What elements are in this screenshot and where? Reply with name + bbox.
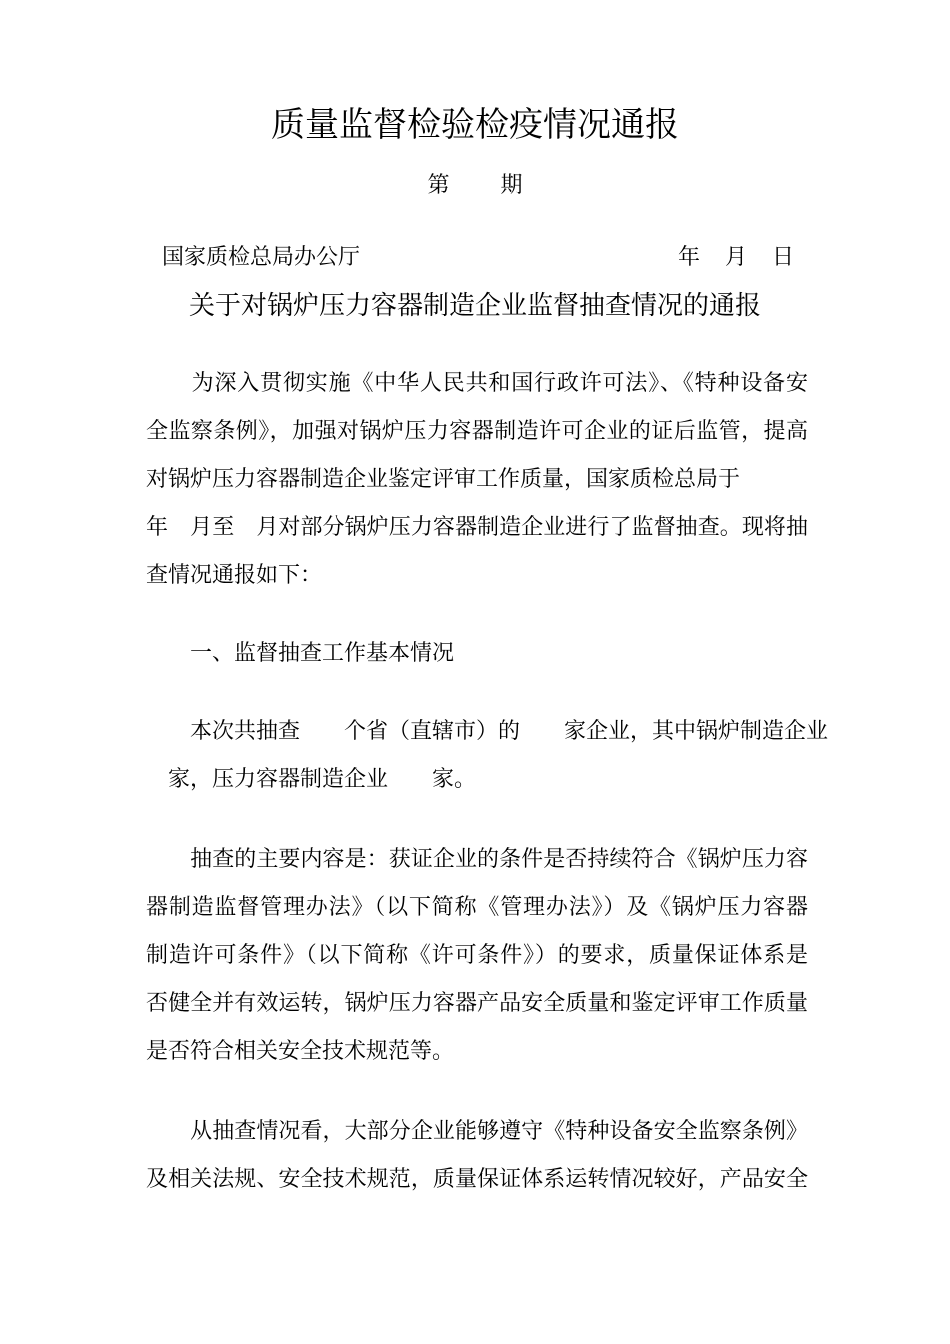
paragraph-intro [146, 360, 808, 600]
text-line: 及相关法规、安全技术规范，质量保证体系运转情况较好，产品安全 [146, 1167, 808, 1192]
section-heading: 一、监督抽查工作基本情况 [146, 641, 455, 666]
paragraph-content [146, 836, 808, 1076]
text-line: 抽查的主要内容是：获证企业的条件是否持续符合《锅炉压力容 [146, 847, 808, 872]
date-day: 日 [771, 245, 794, 270]
text-line: 家，压力容器制造企业 家。 [146, 767, 477, 792]
date-year: 年 [677, 245, 700, 270]
text-line: 年 月至 月对部分锅炉压力容器制造企业进行了监督抽查。现将抽 [146, 515, 808, 540]
text-line: 本次共抽查 个省（直辖市）的 家企业，其中锅炉制造企业 [146, 719, 829, 744]
text-line: 查情况通报如下： [146, 563, 323, 588]
notice-subtitle: 关于对锅炉压力容器制造企业监督抽查情况的通报 [188, 291, 761, 321]
text-line: 为深入贯彻实施《中华人民共和国行政许可法》、《特种设备安 [146, 371, 808, 396]
text-line: 否健全并有效运转，锅炉压力容器产品安全质量和鉴定评审工作质量 [146, 991, 808, 1016]
issuer: 国家质检总局办公厅 [162, 245, 361, 270]
document-title: 质量监督检验检疫情况通报 [271, 105, 679, 145]
issue-number [0, 170, 950, 202]
date-month: 月 [724, 245, 747, 270]
paragraph-scope [146, 708, 829, 804]
issuer-date-row [162, 242, 794, 274]
text-line: 对锅炉压力容器制造企业鉴定评审工作质量，国家质检总局于 [146, 467, 741, 492]
text-line: 从抽查情况看，大部分企业能够遵守《特种设备安全监察条例》 [146, 1119, 808, 1144]
issue-suffix: 期 [500, 173, 523, 198]
paragraph-findings [146, 1108, 808, 1204]
text-line: 全监察条例》，加强对锅炉压力容器制造许可企业的证后监管，提高 [146, 419, 808, 444]
issue-date [678, 242, 794, 274]
document-body [146, 360, 829, 1204]
text-line: 器制造监督管理办法》（以下简称《管理办法》）及《锅炉压力容器 [146, 895, 808, 920]
issue-prefix: 第 [427, 173, 450, 198]
text-line: 制造许可条件》（以下简称《许可条件》）的要求，质量保证体系是 [146, 943, 808, 968]
text-line: 是否符合相关安全技术规范等。 [146, 1039, 455, 1064]
